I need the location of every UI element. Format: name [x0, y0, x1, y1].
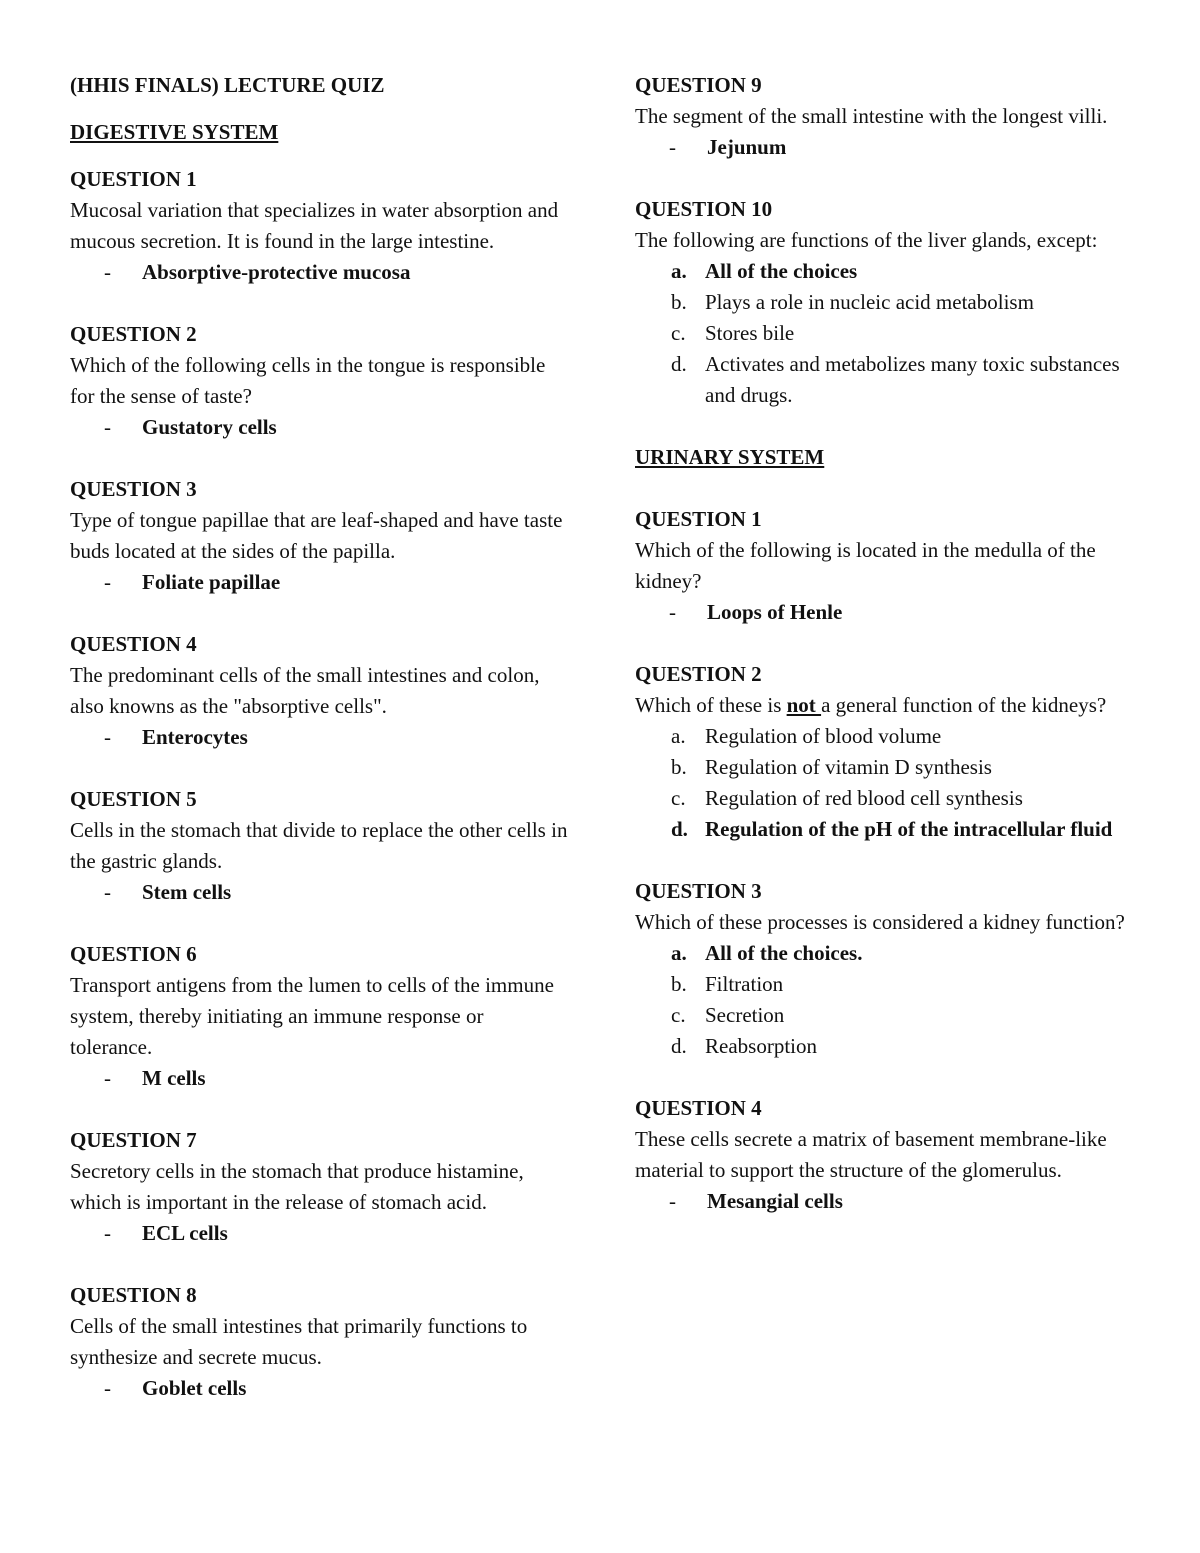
choice-text: Regulation of red blood cell synthesis: [705, 786, 1023, 810]
choice-item: [635, 969, 1145, 1000]
question-block: [70, 939, 570, 1094]
question-text: The following are functions of the liver glands, except:: [635, 228, 1098, 252]
choice-letter: a.: [671, 724, 686, 748]
answer: [70, 257, 570, 288]
choice-item: [635, 1031, 1145, 1062]
question-label: QUESTION 1: [635, 507, 762, 531]
answer: [70, 722, 570, 753]
choice-letter: b.: [671, 290, 687, 314]
dash-marker: -: [104, 1376, 111, 1400]
question-label: QUESTION 3: [70, 477, 197, 501]
question-label: QUESTION 4: [635, 1096, 762, 1120]
answer: [635, 132, 1145, 163]
answer: [70, 567, 570, 598]
urinary-system-heading: URINARY SYSTEM: [635, 445, 825, 469]
question-text: Secretory cells in the stomach that produce histamine, which is important in the release of stomach acid.: [70, 1159, 524, 1214]
question-label: QUESTION 6: [70, 942, 197, 966]
question-text: Which of the following is located in the medulla of the kidney?: [635, 538, 1096, 593]
question-block: [70, 319, 570, 443]
dash-marker: -: [104, 260, 111, 284]
choice-text: Stores bile: [705, 321, 795, 345]
choice-item: [635, 752, 1145, 783]
dash-marker: -: [669, 135, 676, 159]
answer: [70, 1373, 570, 1404]
question-label: QUESTION 9: [635, 73, 762, 97]
choice-letter: d.: [671, 817, 688, 841]
choice-item: [635, 814, 1145, 845]
question-text: Cells in the stomach that divide to replace the other cells in the gastric glands.: [70, 818, 568, 873]
dash-marker: -: [669, 600, 676, 624]
choice-letter: c.: [671, 1003, 686, 1027]
question-block: [635, 876, 1145, 1062]
dash-marker: -: [104, 415, 111, 439]
answer-text: M cells: [142, 1066, 206, 1090]
document-title: (HHIS FINALS) LECTURE QUIZ: [70, 73, 385, 97]
dash-marker: -: [104, 880, 111, 904]
choice-text: Regulation of the pH of the intracellular fluid: [705, 817, 1113, 841]
choice-item: [635, 783, 1145, 814]
answer-text: Mesangial cells: [707, 1189, 843, 1213]
question-text: These cells secrete a matrix of basement membrane-like material to support the structure of the glomerulus.: [635, 1127, 1107, 1182]
dash-marker: -: [104, 1221, 111, 1245]
question-block: [635, 504, 1145, 628]
answer-text: ECL cells: [142, 1221, 228, 1245]
answer-text: Gustatory cells: [142, 415, 277, 439]
question-block: [635, 194, 1145, 411]
choice-letter: d.: [671, 1034, 687, 1058]
choice-item: [635, 318, 1145, 349]
choice-letter: a.: [671, 941, 687, 965]
digestive-system-heading: DIGESTIVE SYSTEM: [70, 120, 279, 144]
right-column: [635, 70, 1145, 1217]
answer-text: Jejunum: [707, 135, 787, 159]
choice-letter: b.: [671, 972, 687, 996]
dash-marker: -: [104, 1066, 111, 1090]
question-block: [70, 1125, 570, 1249]
answer-text: Stem cells: [142, 880, 232, 904]
question-block: [70, 784, 570, 908]
dash-marker: -: [669, 1189, 676, 1213]
dash-marker: -: [104, 725, 111, 749]
question-block: [635, 659, 1145, 845]
answer: [70, 412, 570, 443]
choice-text: Regulation of vitamin D synthesis: [705, 755, 992, 779]
choice-letter: c.: [671, 321, 686, 345]
choice-item: [635, 1000, 1145, 1031]
left-column: [70, 70, 570, 1404]
question-text: Which of the following cells in the tongue is responsible for the sense of taste?: [70, 353, 546, 408]
answer-text: Goblet cells: [142, 1376, 247, 1400]
choice-letter: a.: [671, 259, 687, 283]
emphasis-not: not: [786, 693, 822, 717]
question-block: [70, 629, 570, 753]
question-label: QUESTION 5: [70, 787, 197, 811]
question-block: [70, 1280, 570, 1404]
question-label: QUESTION 10: [635, 197, 773, 221]
answer-text: Foliate papillae: [142, 570, 281, 594]
question-text: [635, 690, 1145, 721]
question-block: [70, 164, 570, 288]
answer: [70, 877, 570, 908]
question-label: QUESTION 4: [70, 632, 197, 656]
question-text: Type of tongue papillae that are leaf-shaped and have taste buds located at the sides of the papilla.: [70, 508, 563, 563]
question-label: QUESTION 1: [70, 167, 197, 191]
choice-text: All of the choices: [705, 259, 858, 283]
question-text: Transport antigens from the lumen to cells of the immune system, thereby initiating an immune response or tolerance.: [70, 973, 554, 1059]
choice-text: Reabsorption: [705, 1034, 817, 1058]
answer-text: Loops of Henle: [707, 600, 843, 624]
choice-item: [635, 938, 1145, 969]
question-label: QUESTION 7: [70, 1128, 197, 1152]
choice-letter: c.: [671, 786, 686, 810]
choice-item: [635, 349, 1145, 411]
question-label: QUESTION 2: [635, 662, 762, 686]
question-label: QUESTION 8: [70, 1283, 197, 1307]
question-text: The predominant cells of the small intestines and colon, also knowns as the "absorptive cells".: [70, 663, 540, 718]
choice-item: [635, 721, 1145, 752]
answer-text: Enterocytes: [142, 725, 248, 749]
answer: [70, 1063, 570, 1094]
answer-text: Absorptive-protective mucosa: [142, 260, 411, 284]
choice-text: Regulation of blood volume: [705, 724, 942, 748]
dash-marker: -: [104, 570, 111, 594]
choice-text: Activates and metabolizes many toxic substances and drugs.: [705, 352, 1120, 407]
question-text-part: a general function of the kidneys?: [821, 693, 1107, 717]
question-block: [635, 1093, 1145, 1217]
choice-text: Secretion: [705, 1003, 785, 1027]
choice-text: Plays a role in nucleic acid metabolism: [705, 290, 1034, 314]
choice-letter: d.: [671, 352, 687, 376]
question-text: Which of these processes is considered a kidney function?: [635, 910, 1125, 934]
question-text: Mucosal variation that specializes in water absorption and mucous secretion. It is found in the large intestine.: [70, 198, 559, 253]
question-label: QUESTION 2: [70, 322, 197, 346]
choice-text: Filtration: [705, 972, 784, 996]
question-text-part: Which of these is: [635, 693, 787, 717]
question-text: The segment of the small intestine with the longest villi.: [635, 104, 1108, 128]
choice-text: All of the choices.: [705, 941, 863, 965]
choice-letter: b.: [671, 755, 687, 779]
question-label: QUESTION 3: [635, 879, 762, 903]
choice-item: [635, 287, 1145, 318]
question-text: Cells of the small intestines that primarily functions to synthesize and secrete mucus.: [70, 1314, 528, 1369]
answer: [635, 597, 1145, 628]
question-block: [635, 70, 1145, 163]
answer: [635, 1186, 1145, 1217]
answer: [70, 1218, 570, 1249]
choice-item: [635, 256, 1145, 287]
question-block: [70, 474, 570, 598]
